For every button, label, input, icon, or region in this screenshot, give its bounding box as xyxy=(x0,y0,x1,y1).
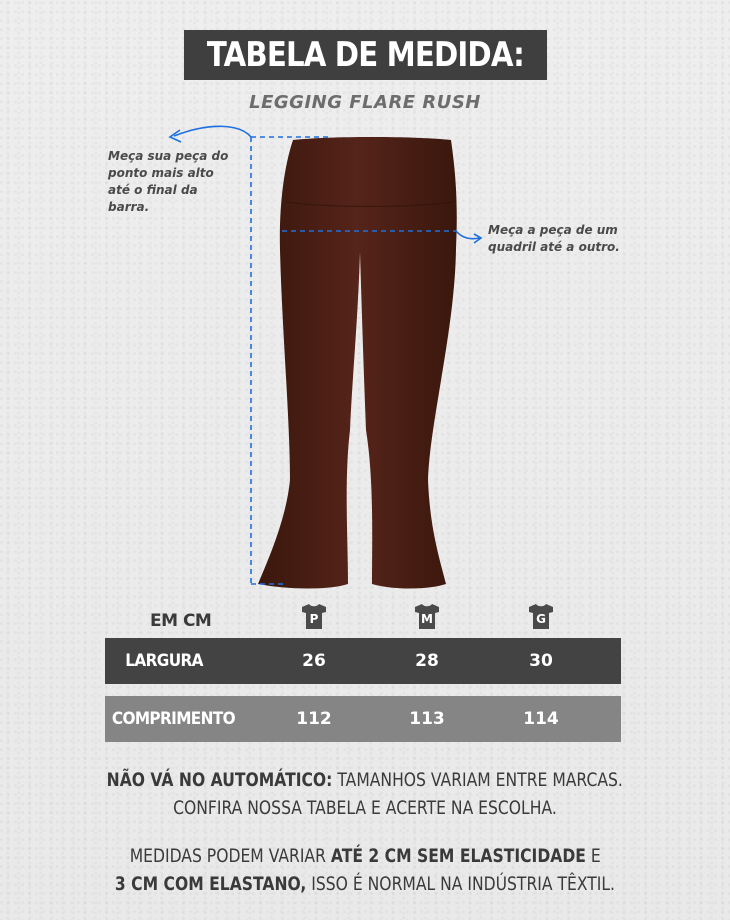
footer-emphasis: 3 CM COM ELASTANO, xyxy=(114,873,307,895)
table-cell: 114 xyxy=(523,709,559,729)
length-instruction: Meça sua peça do ponto mais alto até o final da barra. xyxy=(108,149,229,214)
footer-line-3 xyxy=(0,842,730,870)
footer-emphasis: ATÉ 2 CM SEM ELASTICIDADE xyxy=(330,845,586,867)
footer-text: TAMANHOS VARIAM ENTRE MARCAS. xyxy=(332,769,624,791)
table-cell: 30 xyxy=(529,651,553,671)
footer-emphasis: NÃO VÁ NO AUTOMÁTICO: xyxy=(106,769,333,791)
size-badge-g xyxy=(527,604,555,630)
size-label: P xyxy=(309,612,319,626)
footer-line-4 xyxy=(0,870,730,898)
table-row-largura xyxy=(105,638,621,684)
size-badge-m xyxy=(413,604,441,630)
table-row-comprimento xyxy=(105,696,621,742)
size-label: G xyxy=(536,612,546,626)
page-title: TABELA DE MEDIDA: xyxy=(206,35,525,75)
footer-text: E xyxy=(585,845,601,867)
width-instruction: Meça a peça de um quadril até a outro. xyxy=(488,223,620,254)
size-label: M xyxy=(421,612,433,626)
footer-line-2 xyxy=(0,794,730,822)
row-label: COMPRIMENTO xyxy=(111,709,235,729)
table-cell: 26 xyxy=(302,651,326,671)
unit-label: EM CM xyxy=(150,611,212,631)
size-badge-p xyxy=(300,604,328,630)
table-cell: 113 xyxy=(409,709,445,729)
footer-text: ISSO É NORMAL NA INDÚSTRIA TÊXTIL. xyxy=(306,873,616,895)
table-cell: 112 xyxy=(296,709,332,729)
footer-text: MEDIDAS PODEM VARIAR xyxy=(129,845,331,867)
row-label: LARGURA xyxy=(125,651,203,671)
footer-text: CONFIRA NOSSA TABELA E ACERTE NA ESCOLHA. xyxy=(173,797,557,819)
product-name: LEGGING FLARE RUSH xyxy=(249,92,481,113)
length-arrow xyxy=(174,126,251,137)
footer-line-1 xyxy=(0,766,730,794)
table-cell: 28 xyxy=(415,651,439,671)
